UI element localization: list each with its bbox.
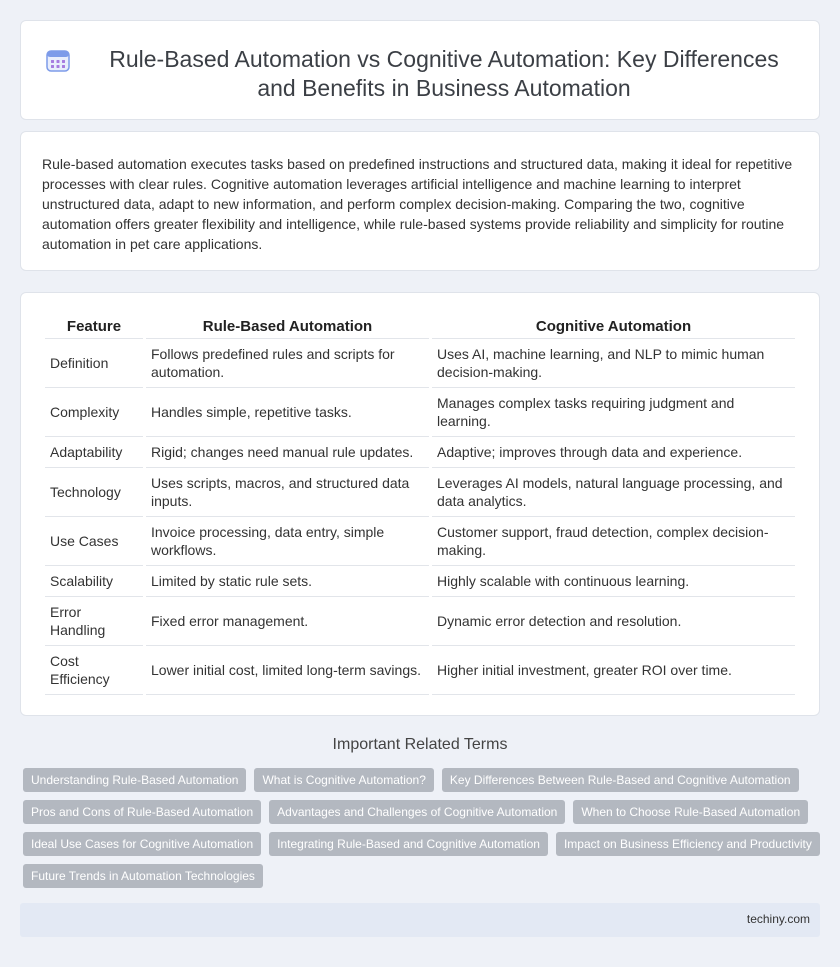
related-terms-tags [23, 768, 823, 888]
cognitive-cell: Highly scalable with continuous learning. [432, 566, 795, 597]
header-rule-based: Rule-Based Automation [146, 313, 429, 339]
feature-cell: Scalability [45, 566, 143, 597]
table-row [45, 517, 795, 566]
feature-cell: Definition [45, 339, 143, 388]
related-tag[interactable]: Future Trends in Automation Technologies [23, 864, 263, 888]
title-wrap [21, 21, 819, 103]
rule-based-cell: Fixed error management. [146, 597, 429, 646]
rule-based-cell: Uses scripts, macros, and structured data inputs. [146, 468, 429, 517]
related-tag[interactable]: Key Differences Between Rule-Based and Cognitive Automation [442, 768, 799, 792]
related-tag[interactable]: Understanding Rule-Based Automation [23, 768, 246, 792]
feature-cell: Adaptability [45, 437, 143, 468]
cognitive-cell: Manages complex tasks requiring judgment and learning. [432, 388, 795, 437]
title-card [20, 20, 820, 120]
feature-cell: Use Cases [45, 517, 143, 566]
calendar-icon [45, 47, 71, 73]
feature-cell: Technology [45, 468, 143, 517]
header-cognitive: Cognitive Automation [432, 313, 795, 339]
rule-based-cell: Follows predefined rules and scripts for automation. [146, 339, 429, 388]
comparison-table [42, 313, 798, 695]
rule-based-cell: Invoice processing, data entry, simple workflows. [146, 517, 429, 566]
related-tag[interactable]: Ideal Use Cases for Cognitive Automation [23, 832, 261, 856]
table-row [45, 597, 795, 646]
table-row [45, 468, 795, 517]
table-row [45, 646, 795, 695]
table-row [45, 339, 795, 388]
cognitive-cell: Dynamic error detection and resolution. [432, 597, 795, 646]
feature-cell: Error Handling [45, 597, 143, 646]
rule-based-cell: Handles simple, repetitive tasks. [146, 388, 429, 437]
intro-card [20, 131, 820, 271]
page-title: Rule-Based Automation vs Cognitive Automation: Key Differences and Benefits in Business Automation [109, 46, 779, 101]
rule-based-cell: Lower initial cost, limited long-term savings. [146, 646, 429, 695]
feature-cell: Complexity [45, 388, 143, 437]
table-row [45, 437, 795, 468]
related-tag[interactable]: What is Cognitive Automation? [254, 768, 433, 792]
cognitive-cell: Leverages AI models, natural language processing, and data analytics. [432, 468, 795, 517]
cognitive-cell: Uses AI, machine learning, and NLP to mimic human decision-making. [432, 339, 795, 388]
cognitive-cell: Customer support, fraud detection, complex decision-making. [432, 517, 795, 566]
feature-cell: Cost Efficiency [45, 646, 143, 695]
comparison-table-card [20, 292, 820, 716]
related-tag[interactable]: Impact on Business Efficiency and Productivity [556, 832, 820, 856]
related-tag[interactable]: Pros and Cons of Rule-Based Automation [23, 800, 261, 824]
intro-paragraph: Rule-based automation executes tasks based on predefined instructions and structured data, making it ideal for repetitive processes with clear rules. Cognitive automation leverages artificial intelligence and machine learning to interpret unstructured data, adapt to new information, and perform complex decision-making. Comparing the two, cognitive automation offers greater flexibility and intelligence, while rule-based systems provide reliability and simplicity for routine automation in pet care applications. [42, 156, 793, 252]
header-feature: Feature [45, 313, 143, 339]
related-terms-heading: Important Related Terms [332, 736, 508, 753]
footer-site-link[interactable]: techiny.com [746, 912, 810, 926]
related-tag[interactable]: When to Choose Rule-Based Automation [573, 800, 808, 824]
related-tag[interactable]: Advantages and Challenges of Cognitive Automation [269, 800, 565, 824]
cognitive-cell: Adaptive; improves through data and experience. [432, 437, 795, 468]
table-header-row [45, 313, 795, 339]
rule-based-cell: Limited by static rule sets. [146, 566, 429, 597]
cognitive-cell: Higher initial investment, greater ROI over time. [432, 646, 795, 695]
rule-based-cell: Rigid; changes need manual rule updates. [146, 437, 429, 468]
table-row [45, 566, 795, 597]
related-tag[interactable]: Integrating Rule-Based and Cognitive Automation [269, 832, 548, 856]
footer [20, 903, 820, 937]
table-row [45, 388, 795, 437]
